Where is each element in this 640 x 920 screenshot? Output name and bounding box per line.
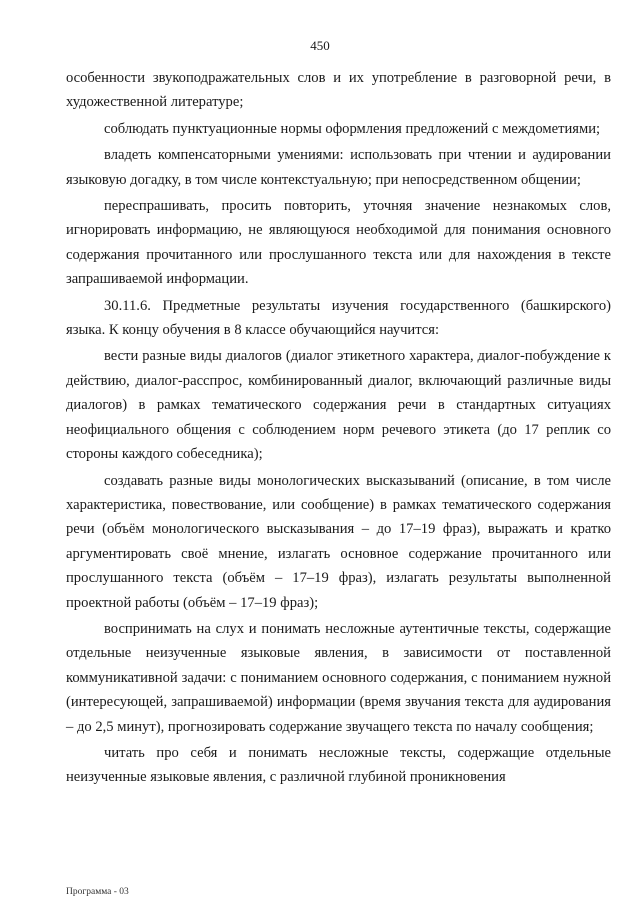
- body-text: [66, 66, 611, 792]
- paragraph-8: воспринимать на слух и понимать несложные аутентичные тексты, содержащие отдельные неизученные языковые явления, в зависимости от поставленной коммуникативной задачи: с пониманием основного содержания, с пониманием нужной (интересующей, запрашиваемой) информации (время звучания текста для аудирования – до 2,5 минут), прогнозировать содержание звучащего текста по началу сообщения;: [66, 620, 611, 735]
- paragraph-5: 30.11.6. Предметные результаты изучения государственного (башкирского) языка. К концу обучения в 8 классе обучающийся научится:: [66, 297, 611, 339]
- page-footer: Программа - 03: [66, 887, 129, 897]
- paragraph-4: переспрашивать, просить повторить, уточняя значение незнакомых слов, игнорировать информацию, не являющуюся необходимой для понимания основного содержания прочитанного или прослушанного текста или для нахождения в тексте запрашиваемой информации.: [66, 198, 611, 288]
- paragraph-7: создавать разные виды монологических высказываний (описание, в том числе характеристика, повествование, или сообщение) в рамках тематического содержания речи (объём монологического высказывания – до 17–19 фраз), выражать и кратко аргументировать своё мнение, излагать основное содержание прочитанного или прослушанного текста (объём – 17–19 фраз), излагать результаты выполненной проектной работы (объём – 17–19 фраз);: [66, 472, 611, 611]
- page-number: 450: [310, 38, 330, 53]
- paragraph-1: особенности звукоподражательных слов и их употребление в разговорной речи, в художественной литературе;: [66, 70, 611, 111]
- paragraph-6: вести разные виды диалогов (диалог этикетного характера, диалог-побуждение к действию, диалог-расспрос, комбинированный диалог, включающий различные виды диалогов) в рамках тематического содержания речи в стандартных ситуациях неофициального общения с соблюдением норм речевого этикета (до 17 реплик со стороны каждого собеседника);: [66, 348, 611, 463]
- paragraph-3: владеть компенсаторными умениями: использовать при чтении и аудировании языковую догадку, в том числе контекстуальную; при непосредственном общении;: [66, 147, 611, 188]
- paragraph-9: читать про себя и понимать несложные тексты, содержащие отдельные неизученные языковые явления, с различной глубиной проникновения: [66, 744, 611, 786]
- paragraph-2: соблюдать пунктуационные нормы оформления предложений с междометиями;: [104, 120, 601, 137]
